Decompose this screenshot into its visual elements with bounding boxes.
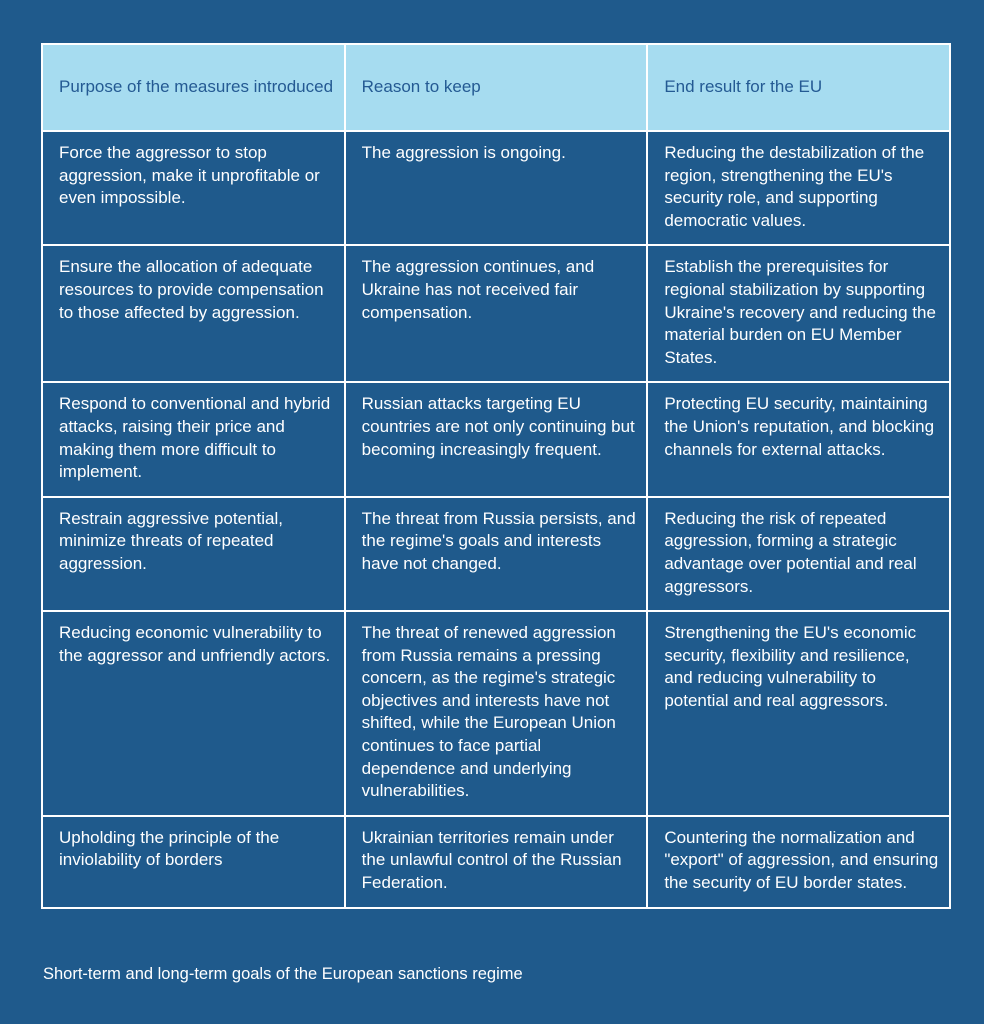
reason-cell: The threat from Russia persists, and the regime's goals and interests have not changed. xyxy=(345,497,648,611)
table-row xyxy=(42,245,950,382)
table-caption: Short-term and long-term goals of the European sanctions regime xyxy=(43,965,523,983)
column-header-end-result: End result for the EU xyxy=(647,44,950,131)
end-result-cell: Establish the prerequisites for regional stabilization by supporting Ukraine's recovery and reducing the material burden on EU Member States. xyxy=(647,245,950,382)
column-header-purpose: Purpose of the measures introduced xyxy=(42,44,345,131)
end-result-cell: Countering the normalization and "export" of aggression, and ensuring the security of EU border states. xyxy=(647,816,950,908)
table-row xyxy=(42,131,950,245)
end-result-cell: Protecting EU security, maintaining the Union's reputation, and blocking channels for external attacks. xyxy=(647,382,950,496)
table-row xyxy=(42,816,950,908)
table-row xyxy=(42,497,950,611)
reason-cell: The threat of renewed aggression from Russia remains a pressing concern, as the regime's strategic objectives and interests have not shifted, while the European Union continues to face partial dependence and underlying vulnerabilities. xyxy=(345,611,648,816)
reason-cell: The aggression is ongoing. xyxy=(345,131,648,245)
table-header-row xyxy=(42,44,950,131)
purpose-cell: Restrain aggressive potential, minimize threats of repeated aggression. xyxy=(42,497,345,611)
column-header-reason: Reason to keep xyxy=(345,44,648,131)
purpose-cell: Respond to conventional and hybrid attacks, raising their price and making them more difficult to implement. xyxy=(42,382,345,496)
purpose-cell: Force the aggressor to stop aggression, make it unprofitable or even impossible. xyxy=(42,131,345,245)
end-result-cell: Reducing the destabilization of the region, strengthening the EU's security role, and supporting democratic values. xyxy=(647,131,950,245)
table-row xyxy=(42,611,950,816)
reason-cell: The aggression continues, and Ukraine has not received fair compensation. xyxy=(345,245,648,382)
end-result-cell: Strengthening the EU's economic security, flexibility and resilience, and reducing vulnerability to potential and real aggressors. xyxy=(647,611,950,816)
purpose-cell: Upholding the principle of the inviolability of borders xyxy=(42,816,345,908)
end-result-cell: Reducing the risk of repeated aggression, forming a strategic advantage over potential and real aggressors. xyxy=(647,497,950,611)
purpose-cell: Reducing economic vulnerability to the aggressor and unfriendly actors. xyxy=(42,611,345,816)
purpose-cell: Ensure the allocation of adequate resources to provide compensation to those affected by aggression. xyxy=(42,245,345,382)
sanctions-goals-table xyxy=(41,43,951,909)
reason-cell: Russian attacks targeting EU countries are not only continuing but becoming increasingly frequent. xyxy=(345,382,648,496)
reason-cell: Ukrainian territories remain under the unlawful control of the Russian Federation. xyxy=(345,816,648,908)
table-row xyxy=(42,382,950,496)
